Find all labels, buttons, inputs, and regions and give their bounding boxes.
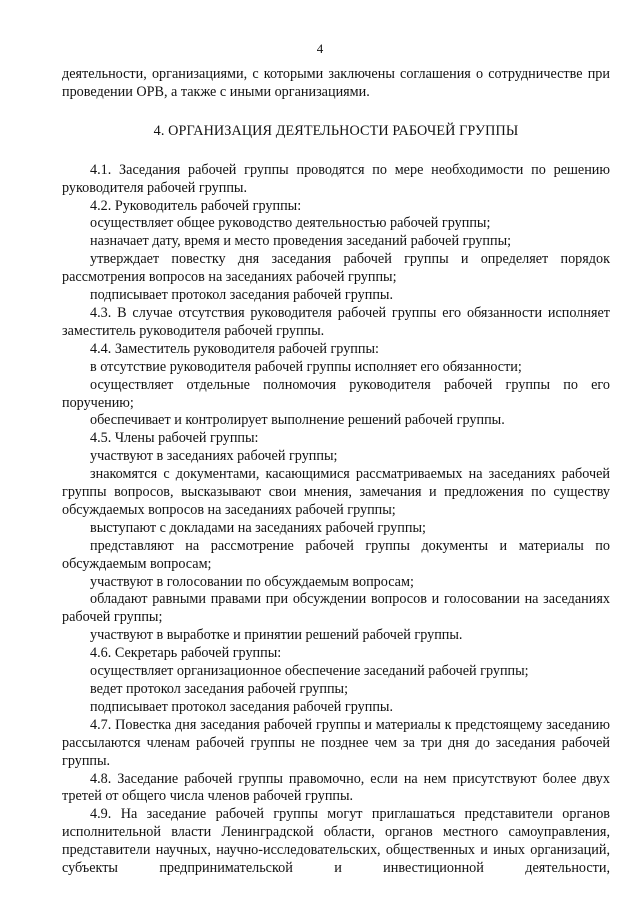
intro-paragraph: деятельности, организациями, с которыми заключены соглашения о сотрудничестве при проведении ОРВ, а также с иными организациями. — [62, 66, 610, 100]
paragraph: 4.8. Заседание рабочей группы правомочно, если на нем присутствуют более двух третей от общего числа членов рабочей группы. — [62, 770, 610, 805]
paragraph: назначает дату, время и место проведения заседаний рабочей группы; — [90, 233, 512, 250]
paragraph: участвуют в выработке и принятии решений рабочей группы. — [90, 627, 463, 644]
paragraph: участвуют в заседаниях рабочей группы; — [90, 448, 338, 465]
paragraph: знакомятся с документами, касающимися рассматриваемых на заседаниях рабочей группы вопросов, высказывают свои мнения, замечания и предложения по существу обсуждаемых вопросов на заседаниях рабочей группы; — [62, 466, 610, 518]
paragraph: 4.3. В случае отсутствия руководителя рабочей группы его обязанности исполняет заместитель руководителя рабочей группы. — [62, 304, 610, 339]
paragraph: обеспечивает и контролирует выполнение решений рабочей группы. — [90, 412, 505, 429]
paragraph: осуществляет общее руководство деятельностью рабочей группы; — [90, 215, 491, 232]
page-number: 4 — [316, 41, 324, 56]
paragraph: 4.5. Члены рабочей группы: — [90, 430, 259, 447]
paragraph: в отсутствие руководителя рабочей группы исполняет его обязанности; — [90, 358, 522, 375]
document-body — [62, 66, 610, 878]
paragraph: представляют на рассмотрение рабочей группы документы и материалы по обсуждаемым вопросам; — [62, 537, 610, 572]
paragraph: 4.1. Заседания рабочей группы проводятся по мере необходимости по решению руководителя рабочей группы. — [62, 161, 610, 196]
paragraph: подписывает протокол заседания рабочей группы. — [90, 698, 394, 715]
paragraph: 4.4. Заместитель руководителя рабочей группы: — [90, 340, 379, 357]
paragraph: ведет протокол заседания рабочей группы; — [90, 681, 349, 697]
paragraph: 4.9. На заседание рабочей группы могут приглашаться представители органов исполнительной власти Ленинградской области, органов местного самоуправления, представители научных, научно-исследовательских, общественных и иных организаций, субъекты предпринимательской и инвестиционной деятельности, — [62, 806, 610, 877]
paragraph: подписывает протокол заседания рабочей группы. — [90, 287, 394, 304]
section-paragraphs — [62, 162, 610, 878]
paragraph: 4.6. Секретарь рабочей группы: — [90, 645, 282, 662]
paragraph: осуществляет организационное обеспечение заседаний рабочей группы; — [90, 663, 529, 680]
paragraph: обладают равными правами при обсуждении вопросов и голосовании на заседаниях рабочей группы; — [62, 591, 610, 626]
paragraph: участвуют в голосовании по обсуждаемым вопросам; — [90, 573, 414, 590]
paragraph: утверждает повестку дня заседания рабочей группы и определяет порядок рассмотрения вопросов на заседаниях рабочей группы; — [62, 251, 610, 286]
paragraph: 4.2. Руководитель рабочей группы: — [90, 197, 302, 214]
section-heading: 4. ОРГАНИЗАЦИЯ ДЕЯТЕЛЬНОСТИ РАБОЧЕЙ ГРУППЫ — [153, 122, 519, 139]
paragraph: 4.7. Повестка дня заседания рабочей группы и материалы к предстоящему заседанию рассылаются членам рабочей группы не позднее чем за три дня до заседания рабочей группы. — [62, 716, 610, 769]
paragraph: осуществляет отдельные полномочия руководителя рабочей группы по его поручению; — [62, 376, 610, 411]
paragraph: выступают с докладами на заседаниях рабочей группы; — [90, 519, 426, 536]
